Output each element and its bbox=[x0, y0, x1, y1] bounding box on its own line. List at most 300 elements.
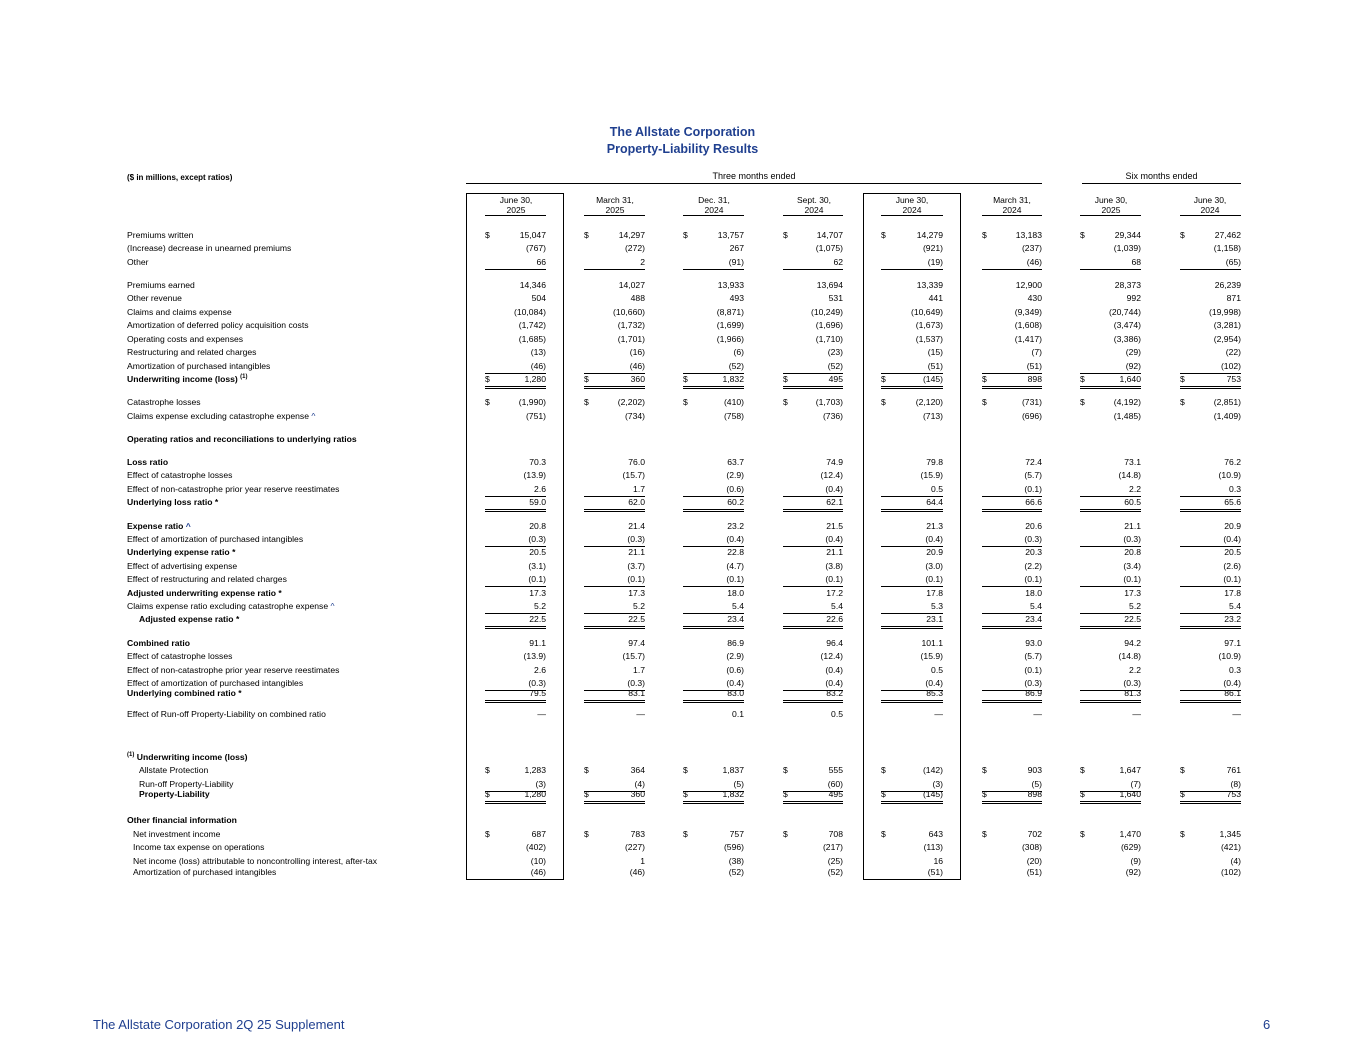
table-cell bbox=[584, 333, 645, 346]
cell-value: (0.6) bbox=[726, 665, 744, 675]
row-label-text: Claims expense excluding catastrophe expense bbox=[127, 411, 310, 421]
cell-value: (0.1) bbox=[1123, 574, 1141, 584]
row-label bbox=[133, 841, 264, 854]
table-cell bbox=[881, 373, 943, 389]
table-cell bbox=[683, 333, 744, 346]
table-cell bbox=[1180, 456, 1241, 469]
table-cell bbox=[982, 306, 1042, 319]
dollar-sign: $ bbox=[881, 397, 886, 407]
cell-value: 93.0 bbox=[1025, 638, 1042, 648]
cell-value: 21.1 bbox=[826, 547, 843, 557]
table-cell bbox=[982, 650, 1042, 663]
caret-marker: ^ bbox=[311, 411, 316, 421]
cell-value: 17.3 bbox=[1124, 588, 1141, 598]
cell-value: (1,409) bbox=[1213, 411, 1241, 421]
table-cell bbox=[881, 613, 943, 629]
cell-value: 2.2 bbox=[1129, 665, 1141, 675]
cell-value: 495 bbox=[828, 374, 843, 384]
cell-value: (3,386) bbox=[1113, 334, 1141, 344]
row-label-text: Underlying loss ratio * bbox=[127, 497, 219, 507]
cell-value: 2.2 bbox=[1129, 484, 1141, 494]
cell-value: 21.3 bbox=[926, 521, 943, 531]
dollar-sign: $ bbox=[982, 397, 987, 407]
cell-value: (4,192) bbox=[1113, 397, 1141, 407]
cell-value: (2.6) bbox=[1223, 561, 1241, 571]
table-cell bbox=[683, 319, 744, 332]
table-cell bbox=[982, 242, 1042, 255]
cell-value: 83.0 bbox=[727, 688, 744, 698]
dollar-sign: $ bbox=[783, 397, 788, 407]
cell-value: (0.3) bbox=[528, 678, 546, 688]
cell-value: (6) bbox=[733, 347, 744, 357]
dollar-sign: $ bbox=[683, 765, 688, 775]
cell-value: (15) bbox=[927, 347, 943, 357]
column-header-period: June 30, bbox=[1094, 195, 1128, 205]
cell-value: 5.4 bbox=[732, 601, 744, 611]
cell-value: (751) bbox=[525, 411, 546, 421]
dollar-sign: $ bbox=[1080, 230, 1085, 240]
row-label-text: Run-off Property-Liability bbox=[139, 779, 234, 789]
cell-value: 74.9 bbox=[826, 457, 843, 467]
table-row bbox=[0, 319, 1365, 332]
table-cell bbox=[1080, 373, 1141, 389]
table-cell bbox=[1080, 346, 1141, 359]
cell-value: (1,673) bbox=[915, 320, 943, 330]
table-cell bbox=[982, 841, 1042, 854]
dollar-sign: $ bbox=[1180, 789, 1185, 799]
table-cell bbox=[982, 360, 1042, 374]
cell-value: (10.9) bbox=[1218, 651, 1241, 661]
cell-value: (92) bbox=[1125, 867, 1141, 877]
column-header-rule bbox=[584, 215, 645, 216]
cell-value: 1,345 bbox=[1219, 829, 1241, 839]
cell-value: (0.6) bbox=[726, 484, 744, 494]
table-cell bbox=[1080, 229, 1141, 242]
column-header bbox=[467, 195, 565, 215]
column-header-period: March 31, bbox=[596, 195, 634, 205]
table-cell bbox=[783, 346, 843, 359]
table-cell bbox=[584, 687, 645, 703]
column-header-year: 2025 bbox=[1101, 205, 1121, 215]
cell-value: (1,990) bbox=[518, 397, 546, 407]
table-cell bbox=[982, 788, 1042, 804]
row-label-text: Claims and claims expense bbox=[127, 307, 232, 317]
cell-value: 101.1 bbox=[921, 638, 943, 648]
table-row bbox=[0, 708, 1365, 721]
cell-value: (0.1) bbox=[528, 574, 546, 584]
table-cell bbox=[1180, 346, 1241, 359]
cell-value: 66.6 bbox=[1025, 497, 1042, 507]
table-cell bbox=[881, 708, 943, 721]
cell-value: (0.4) bbox=[925, 534, 943, 544]
row-label-text: Effect of amortization of purchased intangibles bbox=[127, 534, 304, 544]
cell-value: 86.1 bbox=[1224, 688, 1241, 698]
units-note: ($ in millions, except ratios) bbox=[127, 173, 233, 182]
table-cell bbox=[683, 456, 744, 469]
cell-value: 0.3 bbox=[1229, 665, 1241, 675]
table-cell bbox=[881, 456, 943, 469]
cell-value: (38) bbox=[728, 856, 744, 866]
cell-value: (0.1) bbox=[825, 574, 843, 584]
table-cell bbox=[881, 306, 943, 319]
row-label-text: Effect of catastrophe losses bbox=[127, 470, 233, 480]
row-label-text: Adjusted expense ratio * bbox=[139, 614, 240, 624]
table-row bbox=[0, 587, 1365, 600]
table-cell bbox=[683, 764, 744, 777]
dollar-sign: $ bbox=[881, 829, 886, 839]
cell-value: 1,283 bbox=[524, 765, 546, 775]
cell-value: — bbox=[1132, 709, 1141, 719]
table-cell bbox=[783, 319, 843, 332]
cell-value: (1,699) bbox=[716, 320, 744, 330]
cell-value: 15,047 bbox=[519, 230, 546, 240]
table-cell bbox=[783, 292, 843, 305]
dollar-sign: $ bbox=[1080, 374, 1085, 384]
cell-value: 62 bbox=[833, 257, 843, 267]
cell-value: (0.4) bbox=[726, 678, 744, 688]
cell-value: (10) bbox=[530, 856, 546, 866]
dollar-sign: $ bbox=[1080, 765, 1085, 775]
cell-value: 17.2 bbox=[826, 588, 843, 598]
table-cell bbox=[683, 469, 744, 482]
cell-value: 643 bbox=[928, 829, 943, 839]
table-cell bbox=[485, 764, 546, 777]
cell-value: 66 bbox=[536, 257, 546, 267]
cell-value: (0.3) bbox=[1123, 534, 1141, 544]
cell-value: (3.4) bbox=[1123, 561, 1141, 571]
cell-value: (713) bbox=[922, 411, 943, 421]
table-cell bbox=[1080, 242, 1141, 255]
table-cell bbox=[881, 396, 943, 409]
cell-value: 364 bbox=[630, 765, 645, 775]
column-header-rule bbox=[485, 215, 546, 216]
table-row bbox=[0, 396, 1365, 409]
table-cell bbox=[584, 469, 645, 482]
table-cell bbox=[783, 573, 843, 587]
cell-value: (14.8) bbox=[1118, 651, 1141, 661]
cell-value: (0.1) bbox=[925, 574, 943, 584]
table-cell bbox=[584, 560, 645, 573]
cell-value: 23.4 bbox=[1025, 614, 1042, 624]
table-cell bbox=[783, 560, 843, 573]
cell-value: (596) bbox=[723, 842, 744, 852]
cell-value: 441 bbox=[928, 293, 943, 303]
cell-value: (46) bbox=[1026, 257, 1042, 267]
dollar-sign: $ bbox=[982, 374, 987, 384]
table-cell bbox=[881, 841, 943, 854]
cell-value: 22.6 bbox=[826, 614, 843, 624]
table-cell bbox=[982, 346, 1042, 359]
row-label bbox=[127, 520, 191, 533]
cell-value: (65) bbox=[1225, 257, 1241, 267]
cell-value: 2 bbox=[640, 257, 645, 267]
table-cell bbox=[485, 292, 546, 305]
cell-value: (2.9) bbox=[726, 470, 744, 480]
row-label bbox=[127, 814, 237, 827]
row-label bbox=[127, 256, 149, 269]
table-cell bbox=[783, 650, 843, 663]
table-cell bbox=[1080, 637, 1141, 650]
table-row bbox=[0, 600, 1365, 613]
table-cell bbox=[1080, 319, 1141, 332]
footnote-marker: (1) bbox=[127, 752, 135, 759]
table-cell bbox=[783, 613, 843, 629]
cell-value: (20) bbox=[1026, 856, 1042, 866]
dollar-sign: $ bbox=[783, 374, 788, 384]
cell-value: 1,832 bbox=[722, 789, 744, 799]
cell-value: (8,871) bbox=[716, 307, 744, 317]
table-cell bbox=[584, 828, 645, 841]
table-cell bbox=[982, 573, 1042, 587]
row-label bbox=[127, 373, 248, 386]
row-label-text: Amortization of deferred policy acquisition costs bbox=[127, 320, 309, 330]
dollar-sign: $ bbox=[982, 765, 987, 775]
table-cell bbox=[1180, 637, 1241, 650]
row-label bbox=[127, 433, 357, 446]
cell-value: — bbox=[1033, 709, 1042, 719]
cell-value: (0.4) bbox=[825, 665, 843, 675]
table-cell bbox=[982, 546, 1042, 559]
cell-value: (421) bbox=[1220, 842, 1241, 852]
cell-value: (3,281) bbox=[1213, 320, 1241, 330]
cell-value: (2.9) bbox=[726, 651, 744, 661]
table-cell bbox=[881, 587, 943, 600]
table-cell bbox=[1080, 483, 1141, 497]
table-cell bbox=[783, 546, 843, 559]
table-cell bbox=[584, 546, 645, 559]
column-header-rule bbox=[783, 215, 843, 216]
table-cell bbox=[982, 229, 1042, 242]
cell-value: 20.3 bbox=[1025, 547, 1042, 557]
row-label bbox=[127, 573, 287, 586]
cell-value: (113) bbox=[923, 842, 943, 852]
row-label-text: Adjusted underwriting expense ratio * bbox=[127, 588, 282, 598]
table-cell bbox=[1180, 229, 1241, 242]
cell-value: 29,344 bbox=[1114, 230, 1141, 240]
cell-value: (2,202) bbox=[617, 397, 645, 407]
table-cell bbox=[1180, 319, 1241, 332]
cell-value: 488 bbox=[630, 293, 645, 303]
dollar-sign: $ bbox=[485, 765, 490, 775]
table-row bbox=[0, 751, 1365, 764]
table-cell bbox=[881, 866, 943, 879]
row-label-text: Effect of Run-off Property-Liability on combined ratio bbox=[127, 709, 326, 719]
cell-value: 23.2 bbox=[727, 521, 744, 531]
cell-value: 94.2 bbox=[1124, 638, 1141, 648]
cell-value: (1,703) bbox=[815, 397, 843, 407]
cell-value: (5.7) bbox=[1024, 470, 1042, 480]
dollar-sign: $ bbox=[485, 230, 490, 240]
cell-value: 21.4 bbox=[628, 521, 645, 531]
cell-value: — bbox=[636, 709, 645, 719]
cell-value: — bbox=[1232, 709, 1241, 719]
row-label bbox=[127, 396, 201, 409]
row-label bbox=[133, 866, 276, 879]
cell-value: 62.0 bbox=[628, 497, 645, 507]
table-row bbox=[0, 613, 1365, 626]
table-row bbox=[0, 229, 1365, 242]
row-label-text: Restructuring and related charges bbox=[127, 347, 257, 357]
table-cell bbox=[485, 687, 546, 703]
row-label bbox=[127, 496, 218, 509]
cell-value: (0.4) bbox=[825, 484, 843, 494]
cell-value: (7) bbox=[1031, 347, 1042, 357]
table-cell bbox=[683, 788, 744, 804]
cell-value: 783 bbox=[630, 829, 645, 839]
cell-value: (10,084) bbox=[513, 307, 546, 317]
table-cell bbox=[982, 613, 1042, 629]
cell-value: 68 bbox=[1131, 257, 1141, 267]
cell-value: 97.1 bbox=[1224, 638, 1241, 648]
table-cell bbox=[683, 410, 744, 423]
table-cell bbox=[683, 520, 744, 533]
cell-value: 0.5 bbox=[931, 665, 943, 675]
cell-value: (1,075) bbox=[815, 243, 843, 253]
cell-value: 13,757 bbox=[717, 230, 744, 240]
table-cell bbox=[881, 410, 943, 423]
row-label-text: Underlying combined ratio * bbox=[127, 688, 242, 698]
dollar-sign: $ bbox=[1080, 829, 1085, 839]
row-label bbox=[139, 788, 210, 801]
cell-value: 898 bbox=[1027, 789, 1042, 799]
cell-value: (145) bbox=[922, 789, 943, 799]
cell-value: 5.4 bbox=[1229, 601, 1241, 611]
table-row bbox=[0, 520, 1365, 533]
table-cell bbox=[485, 496, 546, 512]
row-label-text: Premiums written bbox=[127, 230, 194, 240]
cell-value: (13.9) bbox=[523, 651, 546, 661]
cell-value: (237) bbox=[1021, 243, 1042, 253]
cell-value: (46) bbox=[530, 361, 546, 371]
table-cell bbox=[1180, 650, 1241, 663]
table-cell bbox=[683, 573, 744, 587]
cell-value: (92) bbox=[1125, 361, 1141, 371]
table-cell bbox=[982, 469, 1042, 482]
table-cell bbox=[982, 496, 1042, 512]
table-cell bbox=[1180, 483, 1241, 497]
table-cell bbox=[1080, 788, 1141, 804]
dollar-sign: $ bbox=[1180, 765, 1185, 775]
cell-value: (0.3) bbox=[627, 678, 645, 688]
table-cell bbox=[485, 229, 546, 242]
column-header-period: Sept. 30, bbox=[796, 195, 832, 205]
row-label bbox=[127, 360, 270, 373]
cell-value: 62.1 bbox=[826, 497, 843, 507]
table-cell bbox=[881, 764, 943, 777]
table-cell bbox=[584, 256, 645, 270]
cell-value: (0.4) bbox=[726, 534, 744, 544]
row-label bbox=[127, 533, 303, 546]
cell-value: 1,837 bbox=[722, 765, 744, 775]
cell-value: (272) bbox=[624, 243, 645, 253]
column-header-rule bbox=[1080, 215, 1141, 216]
footnote-marker: (1) bbox=[240, 374, 248, 381]
row-label-text: Other bbox=[127, 257, 149, 267]
column-header-period: June 30, bbox=[1193, 195, 1227, 205]
table-cell bbox=[683, 360, 744, 374]
table-cell bbox=[584, 866, 645, 879]
table-cell bbox=[1080, 333, 1141, 346]
cell-value: (4) bbox=[1230, 856, 1241, 866]
dollar-sign: $ bbox=[1180, 230, 1185, 240]
cell-value: 79.8 bbox=[926, 457, 943, 467]
cell-value: 1,640 bbox=[1119, 374, 1141, 384]
cell-value: 18.0 bbox=[1025, 588, 1042, 598]
table-cell bbox=[1180, 533, 1241, 547]
cell-value: (758) bbox=[723, 411, 744, 421]
cell-value: (0.1) bbox=[627, 574, 645, 584]
row-label bbox=[127, 410, 315, 423]
cell-value: 26,239 bbox=[1214, 280, 1241, 290]
cell-value: (1,696) bbox=[815, 320, 843, 330]
cell-value: 86.9 bbox=[1025, 688, 1042, 698]
table-cell bbox=[1180, 546, 1241, 559]
table-cell bbox=[1180, 496, 1241, 512]
table-cell bbox=[982, 828, 1042, 841]
table-cell bbox=[982, 292, 1042, 305]
table-cell bbox=[881, 828, 943, 841]
table-cell bbox=[584, 396, 645, 409]
cell-value: (921) bbox=[922, 243, 943, 253]
table-cell bbox=[881, 319, 943, 332]
table-cell bbox=[982, 456, 1042, 469]
table-cell bbox=[485, 613, 546, 629]
table-cell bbox=[584, 292, 645, 305]
cell-value: 13,183 bbox=[1015, 230, 1042, 240]
cell-value: 20.9 bbox=[1224, 521, 1241, 531]
cell-value: 73.1 bbox=[1124, 457, 1141, 467]
row-label bbox=[127, 751, 248, 764]
cell-value: 20.5 bbox=[1224, 547, 1241, 557]
table-cell bbox=[683, 587, 744, 600]
cell-value: (2,851) bbox=[1213, 397, 1241, 407]
cell-value: 91.1 bbox=[529, 638, 546, 648]
cell-value: 14,027 bbox=[618, 280, 645, 290]
table-cell bbox=[683, 229, 744, 242]
table-cell bbox=[683, 866, 744, 879]
footer-document-name: The Allstate Corporation 2Q 25 Supplement bbox=[93, 1017, 345, 1032]
table-cell bbox=[683, 828, 744, 841]
table-row bbox=[0, 650, 1365, 663]
table-cell bbox=[1180, 573, 1241, 587]
table-cell bbox=[584, 229, 645, 242]
table-cell bbox=[881, 333, 943, 346]
column-header-period: Dec. 31, bbox=[698, 195, 730, 205]
cell-value: (308) bbox=[1021, 842, 1042, 852]
column-header-year: 2024 bbox=[1200, 205, 1220, 215]
table-cell bbox=[1080, 306, 1141, 319]
table-cell bbox=[485, 708, 546, 721]
row-label bbox=[127, 292, 182, 305]
column-header bbox=[863, 195, 961, 215]
table-cell bbox=[1080, 546, 1141, 559]
dollar-sign: $ bbox=[1180, 397, 1185, 407]
row-label bbox=[127, 229, 193, 242]
dollar-sign: $ bbox=[584, 789, 589, 799]
table-cell bbox=[783, 587, 843, 600]
table-cell bbox=[584, 483, 645, 497]
cell-value: 65.6 bbox=[1224, 497, 1241, 507]
table-cell bbox=[1180, 708, 1241, 721]
table-cell bbox=[584, 373, 645, 389]
report-subtitle: Property-Liability Results bbox=[606, 142, 759, 156]
table-row bbox=[0, 279, 1365, 292]
row-label bbox=[127, 637, 190, 650]
cell-value: (8) bbox=[1230, 779, 1241, 789]
cell-value: 493 bbox=[729, 293, 744, 303]
cell-value: 70.3 bbox=[529, 457, 546, 467]
cell-value: (4) bbox=[634, 779, 645, 789]
